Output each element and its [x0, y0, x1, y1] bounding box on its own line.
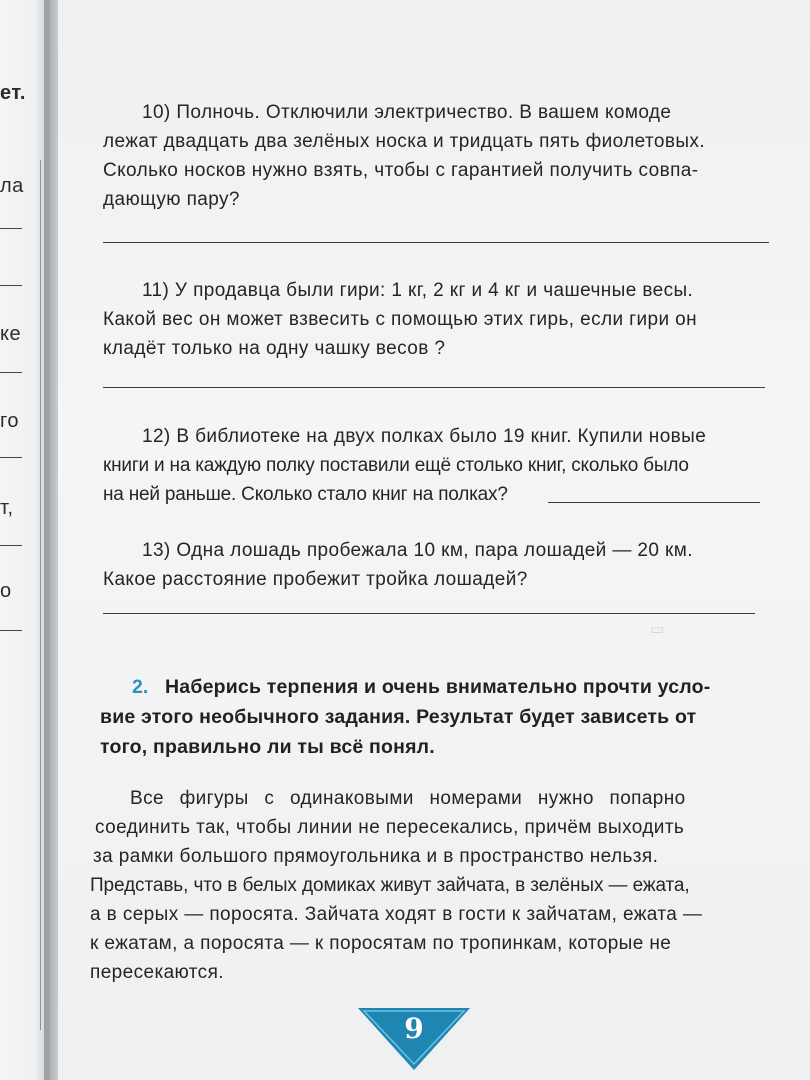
task-text-line: Какой вес он может взвесить с помощью этих гирь, если гири он: [103, 309, 698, 330]
task-text-line: Какое расстояние пробежит тройка лошадей?: [103, 569, 528, 590]
answer-line[interactable]: [103, 387, 765, 388]
task-text-line: 10) Полночь. Отключили электричество. В вашем комоде: [142, 102, 672, 123]
task-text-line: 13) Одна лошадь пробежала 10 км, пара лошадей — 20 км.: [142, 540, 693, 561]
body-text-line: а в серых — поросята. Зайчата ходят в гости к зайчатам, ежата —: [90, 904, 703, 925]
answer-line[interactable]: [103, 613, 755, 614]
left-page-fragment: ет.: [0, 82, 26, 104]
section-title-line: вие этого необычного задания. Результат будет зависеть от: [100, 706, 697, 728]
previous-page-edge: [0, 0, 50, 1080]
left-page-rule: [0, 285, 22, 286]
task-text-line: лежат двадцать два зелёных носка и тридцать пять фиолетовых.: [103, 131, 706, 152]
body-text-line: пересекаются.: [90, 962, 224, 983]
left-page-fragment: ла: [0, 175, 24, 197]
show-through-mark: ▭: [650, 621, 665, 638]
body-text-line: к ежатам, а поросята — к поросятам по тропинкам, которые не: [90, 933, 672, 954]
left-page-border: [40, 160, 41, 1030]
answer-line[interactable]: [103, 242, 769, 243]
left-page-rule: [0, 545, 22, 546]
body-text-line: Все фигуры с одинаковыми номерами нужно попарно: [130, 788, 686, 809]
task-text-line: Сколько носков нужно взять, чтобы с гарантией получить совпа-: [103, 160, 699, 181]
section-number: 2.: [132, 676, 149, 698]
left-page-rule: [0, 630, 22, 631]
left-page-fragment: го: [0, 410, 19, 432]
body-text-line: Представь, что в белых домиках живут зайчата, в зелёных — ежата,: [90, 875, 690, 896]
left-page-rule: [0, 457, 22, 458]
section-title-line: того, правильно ли ты всё понял.: [100, 736, 435, 758]
body-text-line: соединить так, чтобы линии не пересекались, причём выходить: [95, 817, 685, 838]
task-text-line: на ней раньше. Сколько стало книг на полках?: [103, 484, 508, 505]
task-text-line: дающую пару?: [103, 189, 240, 210]
left-page-rule: [0, 372, 22, 373]
task-text-line: 11) У продавца были гири: 1 кг, 2 кг и 4 кг и чашечные весы.: [142, 280, 694, 301]
left-page-fragment: т,: [0, 497, 14, 519]
section-title-line: Наберись терпения и очень внимательно прочти усло-: [165, 676, 711, 698]
task-text-line: кладёт только на одну чашку весов ?: [103, 338, 446, 359]
left-page-fragment: ке: [0, 323, 22, 345]
page-number: 9: [404, 1012, 424, 1045]
page-number-badge: [358, 1008, 470, 1074]
task-text-line: 12) В библиотеке на двух полках было 19 книг. Купили новые: [142, 426, 707, 447]
answer-line[interactable]: [548, 502, 760, 503]
body-text-line: за рамки большого прямоугольника и в пространство нельзя.: [93, 846, 659, 867]
left-page-fragment: о: [0, 580, 12, 602]
task-text-line: книги и на каждую полку поставили ещё столько книг, сколько было: [103, 455, 689, 476]
left-page-rule: [0, 228, 22, 229]
